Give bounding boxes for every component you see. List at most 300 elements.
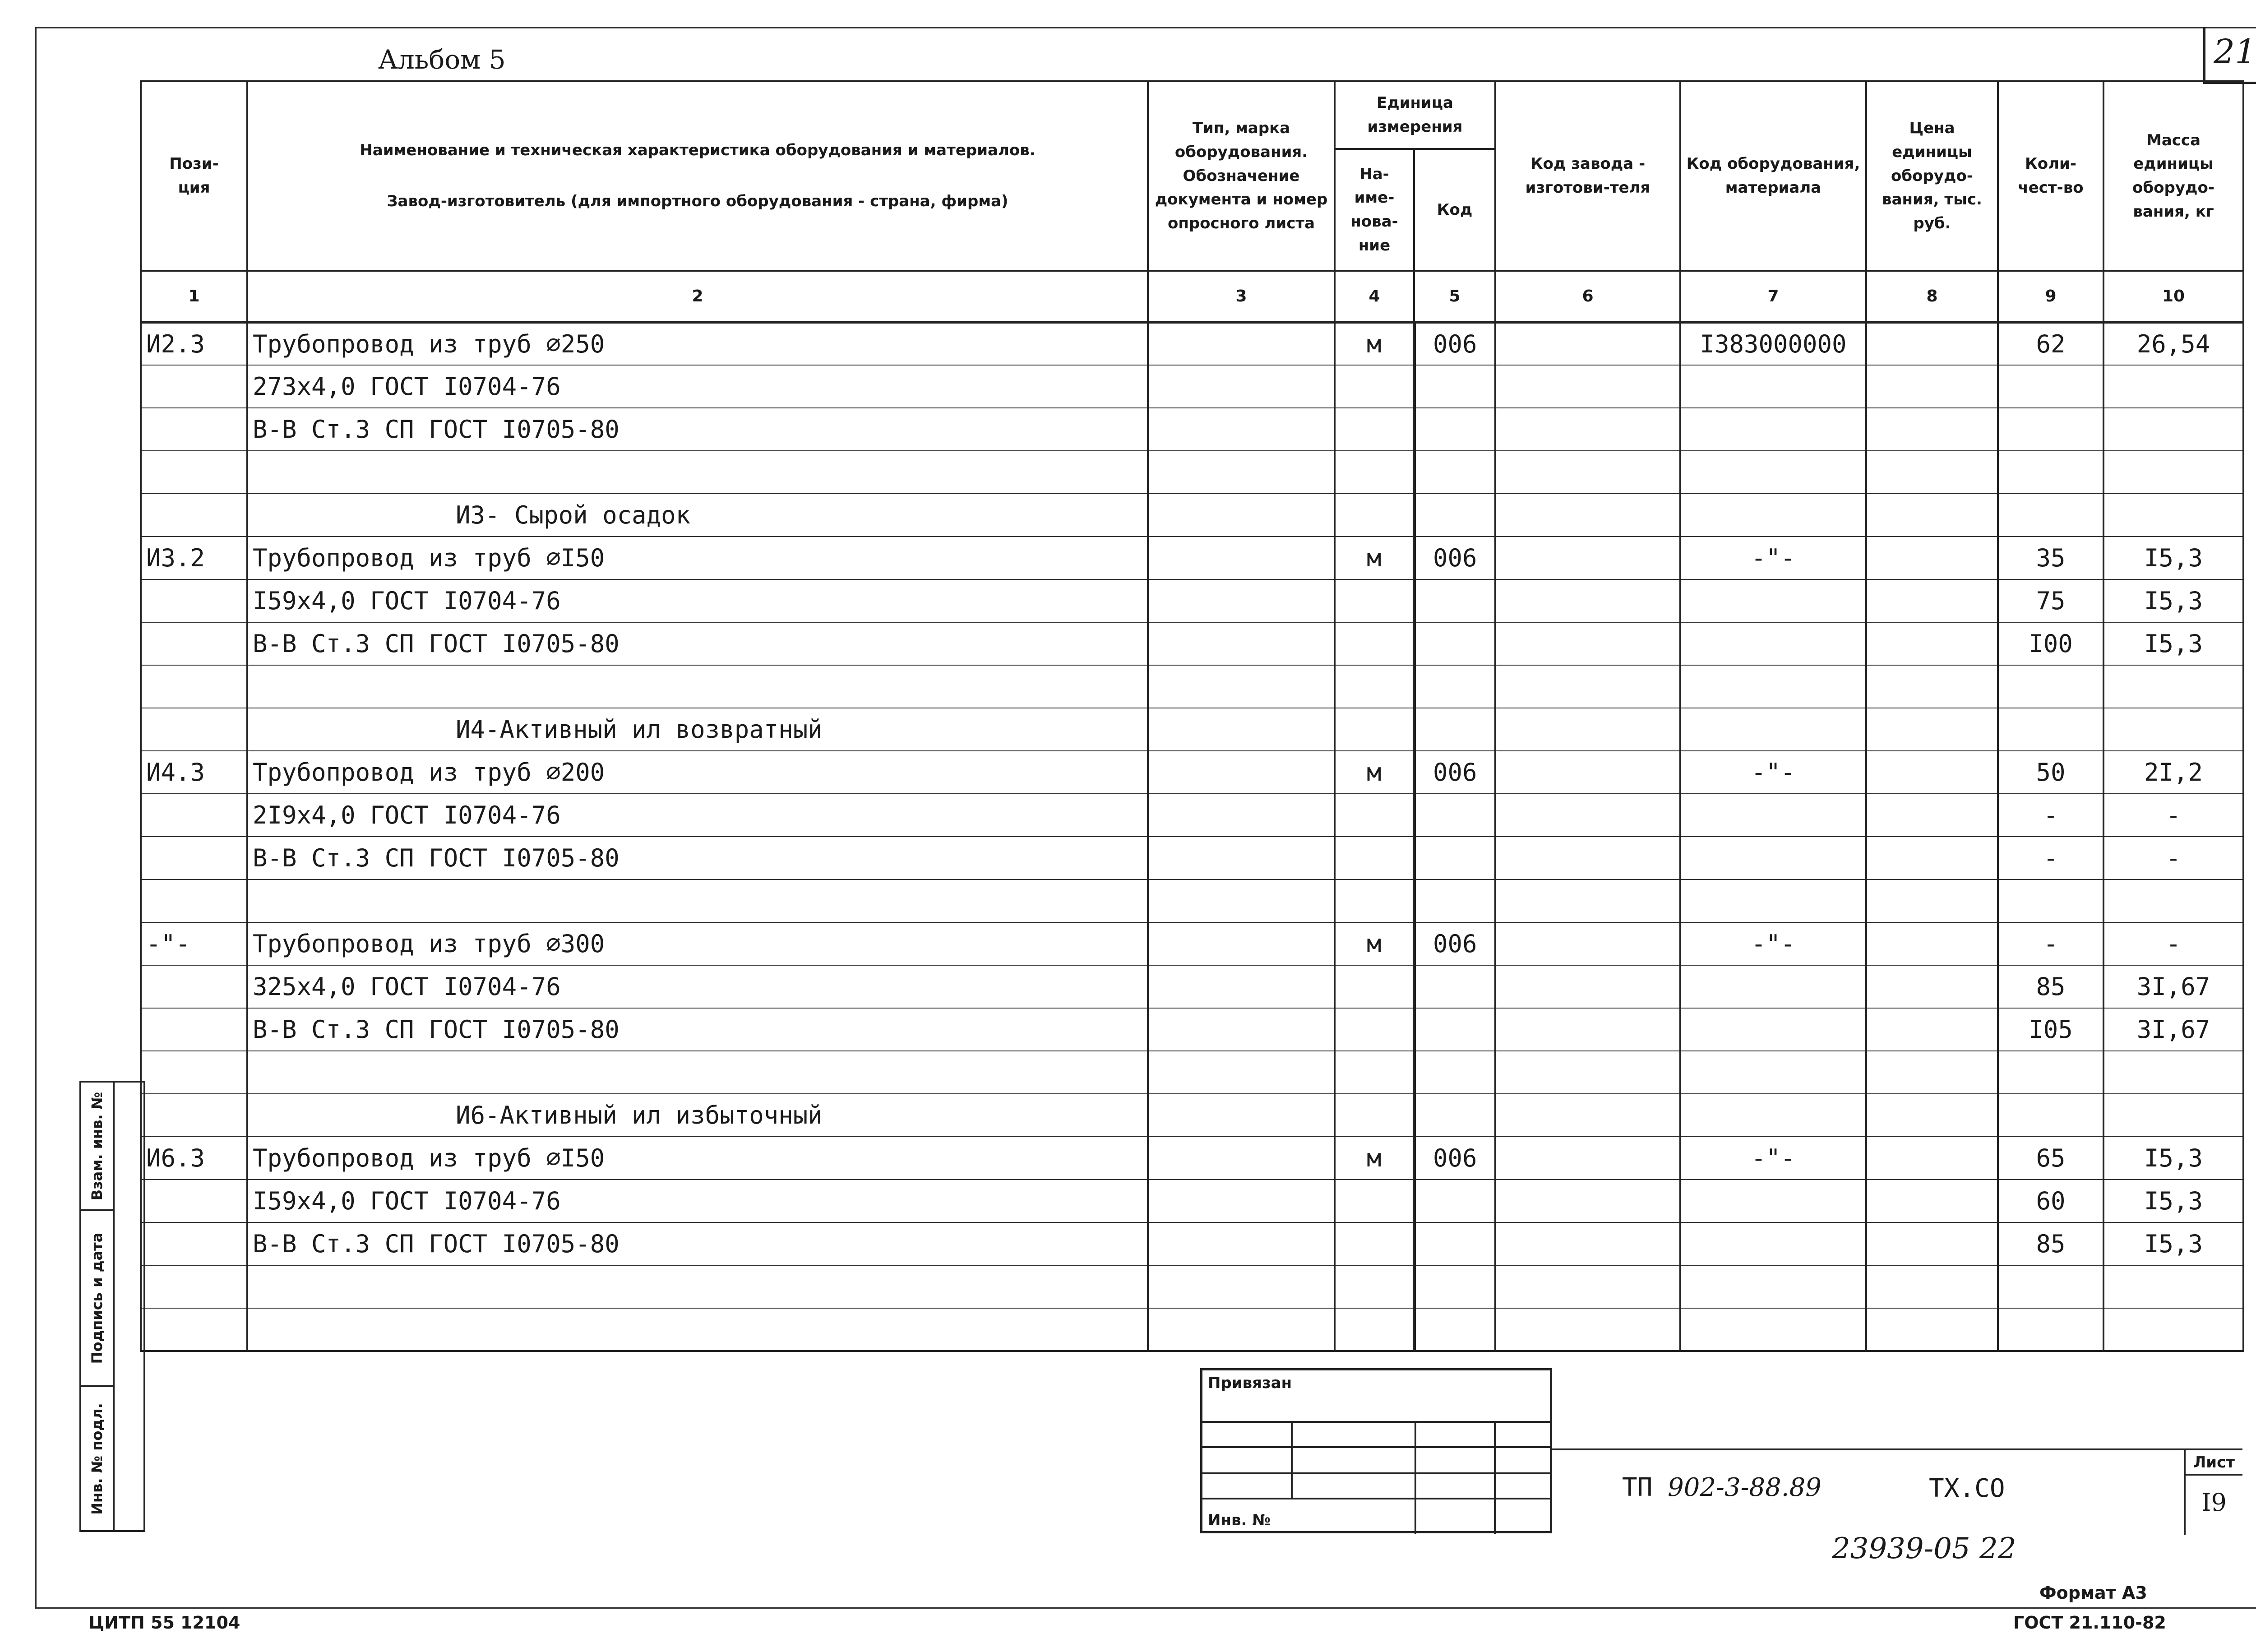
col-num-6: 6 — [1495, 271, 1680, 322]
sheet-label: Лист — [2186, 1450, 2242, 1476]
cell-price — [1866, 665, 1998, 708]
table-row — [141, 451, 2243, 494]
cell-equipment-code-text: -"- — [1751, 1144, 1795, 1172]
cell-quantity — [1998, 751, 2103, 794]
cell-mass-text: 26,54 — [2136, 330, 2210, 358]
cell-name — [247, 1265, 1148, 1308]
cell-unit-code — [1414, 837, 1495, 879]
cell-position — [141, 622, 247, 665]
cell-type — [1148, 494, 1335, 537]
table-row — [141, 537, 2243, 579]
cell-position — [141, 1137, 247, 1180]
cell-unit — [1335, 1051, 1414, 1094]
cell-mass-text: - — [2166, 801, 2181, 829]
cell-quantity-text: 65 — [2036, 1144, 2066, 1172]
sheet-corner-box — [2203, 27, 2256, 84]
cell-price — [1866, 622, 1998, 665]
cell-plant-code — [1495, 879, 1680, 922]
cell-plant-code — [1495, 1137, 1680, 1180]
cell-quantity — [1998, 837, 2103, 879]
cell-unit-code — [1414, 879, 1495, 922]
cell-plant-code — [1495, 579, 1680, 622]
cell-quantity — [1998, 879, 2103, 922]
cell-type — [1148, 751, 1335, 794]
cell-mass — [2103, 1008, 2243, 1051]
cell-type — [1148, 1137, 1335, 1180]
cell-price — [1866, 1180, 1998, 1222]
header-unit-code: Код — [1414, 149, 1495, 271]
header-quantity: Коли-чест-во — [1998, 81, 2103, 271]
cell-price — [1866, 1094, 1998, 1137]
table-row — [141, 579, 2243, 622]
cell-unit — [1335, 537, 1414, 579]
cell-name — [247, 794, 1148, 837]
cell-quantity-text: 50 — [2036, 758, 2066, 787]
cell-mass-text: 3I,67 — [2136, 972, 2210, 1001]
cell-mass — [2103, 1094, 2243, 1137]
cell-position — [141, 665, 247, 708]
title-block — [1552, 1448, 2242, 1533]
cell-type — [1148, 537, 1335, 579]
cell-equipment-code — [1680, 794, 1866, 837]
cell-unit-text: м — [1366, 330, 1382, 358]
table-row — [141, 665, 2243, 708]
cell-price — [1866, 879, 1998, 922]
cell-mass-text: I5,3 — [2144, 1187, 2203, 1215]
cell-plant-code — [1495, 1265, 1680, 1308]
cell-price — [1866, 494, 1998, 537]
cell-plant-code — [1495, 1094, 1680, 1137]
cell-mass-text: I5,3 — [2144, 1144, 2203, 1172]
cell-equipment-code — [1680, 837, 1866, 879]
cell-quantity-text: - — [2043, 801, 2058, 829]
cell-price — [1866, 1222, 1998, 1265]
cell-type — [1148, 1222, 1335, 1265]
cell-quantity-text: I00 — [2029, 629, 2073, 658]
cell-type — [1148, 622, 1335, 665]
cell-name — [247, 1051, 1148, 1094]
cell-unit-code — [1414, 965, 1495, 1008]
cell-position — [141, 794, 247, 837]
album-label: Альбом 5 — [378, 44, 506, 75]
cell-unit — [1335, 1308, 1414, 1351]
cell-plant-code — [1495, 1308, 1680, 1351]
cell-position — [141, 494, 247, 537]
cell-unit — [1335, 751, 1414, 794]
header-unit-name: На-име-нова-ние — [1335, 149, 1414, 271]
cell-quantity — [1998, 922, 2103, 965]
cell-mass — [2103, 1051, 2243, 1094]
cell-name — [247, 365, 1148, 408]
cell-unit-code — [1414, 1265, 1495, 1308]
cell-equipment-code — [1680, 1137, 1866, 1180]
cell-position — [141, 1008, 247, 1051]
cell-quantity — [1998, 322, 2103, 365]
tp-number: 902-3-88.89 — [1668, 1473, 1821, 1502]
cell-position — [141, 408, 247, 451]
cell-quantity-text: - — [2043, 844, 2058, 872]
strip-inv-podl-label: Инв. № подл. — [88, 1402, 106, 1515]
cell-name — [247, 622, 1148, 665]
col-num-3: 3 — [1148, 271, 1335, 322]
cell-unit-code — [1414, 922, 1495, 965]
cell-type — [1148, 1094, 1335, 1137]
cell-price — [1866, 1308, 1998, 1351]
cell-mass — [2103, 537, 2243, 579]
cell-mass-text: - — [2166, 844, 2181, 872]
col-num-1: 1 — [141, 271, 247, 322]
cell-quantity — [1998, 537, 2103, 579]
cell-name-text: В-В Ст.3 СП ГОСТ I0705-80 — [253, 844, 619, 872]
cell-unit — [1335, 1180, 1414, 1222]
strip-podpis-label: Подпись и дата — [88, 1232, 106, 1364]
cell-position — [141, 1051, 247, 1094]
cell-equipment-code-text: I383000000 — [1700, 330, 1847, 358]
table-row — [141, 794, 2243, 837]
table-row — [141, 1094, 2243, 1137]
cell-name — [247, 965, 1148, 1008]
cell-equipment-code — [1680, 451, 1866, 494]
cell-equipment-code — [1680, 537, 1866, 579]
cell-position — [141, 879, 247, 922]
cell-unit-code — [1414, 1222, 1495, 1265]
gost-label: ГОСТ 21.110-82 — [2013, 1613, 2166, 1633]
cell-quantity-text: I05 — [2029, 1015, 2073, 1044]
cell-price — [1866, 1265, 1998, 1308]
citp-label: ЦИТП 55 12104 — [88, 1613, 240, 1633]
cell-unit-code — [1414, 451, 1495, 494]
table-row — [141, 922, 2243, 965]
cell-price — [1866, 537, 1998, 579]
cell-plant-code — [1495, 408, 1680, 451]
cell-type — [1148, 665, 1335, 708]
cell-mass — [2103, 408, 2243, 451]
cell-equipment-code-text: -"- — [1751, 758, 1795, 787]
cell-quantity — [1998, 794, 2103, 837]
inv-no-label: Инв. № — [1208, 1511, 1271, 1529]
cell-type — [1148, 922, 1335, 965]
cell-position — [141, 1180, 247, 1222]
cell-plant-code — [1495, 537, 1680, 579]
header-name — [247, 81, 1148, 271]
cell-unit-code-text: 006 — [1433, 330, 1477, 358]
cell-unit — [1335, 1094, 1414, 1137]
cell-plant-code — [1495, 665, 1680, 708]
cell-equipment-code — [1680, 1051, 1866, 1094]
tp-prefix: ТП — [1622, 1473, 1653, 1502]
cell-price — [1866, 922, 1998, 965]
cell-type — [1148, 322, 1335, 365]
cell-quantity — [1998, 665, 2103, 708]
cell-plant-code — [1495, 1008, 1680, 1051]
cell-equipment-code — [1680, 1222, 1866, 1265]
header-name-line2: Завод-изготовитель (для импортного оборудования - страна, фирма) — [387, 192, 1008, 210]
strip-inv-podl — [81, 1387, 113, 1530]
cell-name-text: И3- Сырой осадок — [456, 501, 691, 529]
cell-quantity — [1998, 494, 2103, 537]
cell-price — [1866, 965, 1998, 1008]
cell-name-text: I59х4,0 ГОСТ I0704-76 — [253, 1187, 561, 1215]
col-num-9: 9 — [1998, 271, 2103, 322]
cell-plant-code — [1495, 708, 1680, 751]
cell-quantity — [1998, 1308, 2103, 1351]
cell-plant-code — [1495, 751, 1680, 794]
cell-unit-text: м — [1366, 544, 1382, 572]
header-name-line1: Наименование и техническая характеристика оборудования и материалов. — [360, 141, 1036, 160]
cell-name-text: Трубопровод из труб ⌀I50 — [253, 1144, 605, 1172]
cell-mass-text: 3I,67 — [2136, 1015, 2210, 1044]
strip-podpis — [81, 1211, 113, 1387]
table-row — [141, 1308, 2243, 1351]
cell-name — [247, 1180, 1148, 1222]
header-mass: Масса единицы оборудо-вания, кг — [2103, 81, 2243, 271]
doc-code: ТХ.СО — [1929, 1474, 2005, 1503]
cell-quantity-text: 85 — [2036, 972, 2066, 1001]
cell-equipment-code — [1680, 322, 1866, 365]
cell-unit-code — [1414, 708, 1495, 751]
cell-price — [1866, 451, 1998, 494]
cell-name — [247, 922, 1148, 965]
cell-unit — [1335, 965, 1414, 1008]
cell-mass-text: I5,3 — [2144, 629, 2203, 658]
cell-unit-code — [1414, 1008, 1495, 1051]
cell-quantity — [1998, 1180, 2103, 1222]
table-row — [141, 879, 2243, 922]
header-plant-code: Код завода - изготови-теля — [1495, 81, 1680, 271]
cell-position-text: -"- — [146, 930, 190, 958]
cell-mass — [2103, 1222, 2243, 1265]
cell-name — [247, 1308, 1148, 1351]
table-row — [141, 494, 2243, 537]
cell-price — [1866, 708, 1998, 751]
cell-name-text: В-В Ст.3 СП ГОСТ I0705-80 — [253, 1230, 619, 1258]
header-unit: Единица измерения — [1335, 81, 1495, 149]
cell-unit — [1335, 665, 1414, 708]
cell-unit-code — [1414, 622, 1495, 665]
cell-equipment-code — [1680, 365, 1866, 408]
cell-plant-code — [1495, 794, 1680, 837]
cell-name — [247, 708, 1148, 751]
cell-plant-code — [1495, 965, 1680, 1008]
cell-position — [141, 322, 247, 365]
cell-mass — [2103, 579, 2243, 622]
table-row — [141, 1222, 2243, 1265]
cell-equipment-code — [1680, 665, 1866, 708]
cell-mass-text: - — [2166, 930, 2181, 958]
cell-unit-code — [1414, 537, 1495, 579]
cell-type — [1148, 579, 1335, 622]
cell-unit-text: м — [1366, 1144, 1382, 1172]
cell-name — [247, 1008, 1148, 1051]
cell-unit-code-text: 006 — [1433, 544, 1477, 572]
cell-mass — [2103, 751, 2243, 794]
cell-quantity — [1998, 965, 2103, 1008]
cell-mass-text: I5,3 — [2144, 1230, 2203, 1258]
table-row — [141, 1180, 2243, 1222]
cell-equipment-code — [1680, 879, 1866, 922]
cell-name-text: I59х4,0 ГОСТ I0704-76 — [253, 587, 561, 615]
table-row — [141, 1051, 2243, 1094]
cell-plant-code — [1495, 922, 1680, 965]
cell-mass — [2103, 1137, 2243, 1180]
table-row — [141, 708, 2243, 751]
cell-mass — [2103, 322, 2243, 365]
cell-unit-code — [1414, 1308, 1495, 1351]
cell-plant-code — [1495, 1222, 1680, 1265]
cell-type — [1148, 451, 1335, 494]
cell-position — [141, 451, 247, 494]
cell-unit-code — [1414, 665, 1495, 708]
cell-mass — [2103, 965, 2243, 1008]
cell-type — [1148, 837, 1335, 879]
cell-mass-text: I5,3 — [2144, 587, 2203, 615]
cell-plant-code — [1495, 494, 1680, 537]
cell-plant-code — [1495, 365, 1680, 408]
cell-name-text: 273х4,0 ГОСТ I0704-76 — [253, 372, 561, 401]
cell-type — [1148, 879, 1335, 922]
cell-name-text: Трубопровод из труб ⌀300 — [253, 930, 605, 958]
cell-quantity-text: 35 — [2036, 544, 2066, 572]
cell-quantity-text: 75 — [2036, 587, 2066, 615]
cell-position — [141, 579, 247, 622]
cell-unit — [1335, 1222, 1414, 1265]
table-row — [141, 622, 2243, 665]
cell-unit — [1335, 579, 1414, 622]
header-position: Пози- ция — [141, 81, 247, 271]
cell-type — [1148, 365, 1335, 408]
privyazan-stamp — [1200, 1368, 1552, 1533]
cell-plant-code — [1495, 1051, 1680, 1094]
cell-equipment-code — [1680, 622, 1866, 665]
cell-mass — [2103, 794, 2243, 837]
cell-name-text: 2I9х4,0 ГОСТ I0704-76 — [253, 801, 561, 829]
cell-equipment-code — [1680, 494, 1866, 537]
cell-mass — [2103, 837, 2243, 879]
cell-name — [247, 665, 1148, 708]
cell-equipment-code — [1680, 1308, 1866, 1351]
cell-name — [247, 879, 1148, 922]
cell-position — [141, 751, 247, 794]
cell-name-text: В-В Ст.3 СП ГОСТ I0705-80 — [253, 629, 619, 658]
cell-unit — [1335, 708, 1414, 751]
side-strip — [79, 1081, 145, 1532]
cell-unit — [1335, 837, 1414, 879]
strip-vzam — [81, 1083, 113, 1211]
cell-equipment-code-text: -"- — [1751, 930, 1795, 958]
cell-price — [1866, 1051, 1998, 1094]
cell-equipment-code — [1680, 965, 1866, 1008]
cell-unit — [1335, 451, 1414, 494]
table-row — [141, 965, 2243, 1008]
cell-unit — [1335, 408, 1414, 451]
cell-mass — [2103, 451, 2243, 494]
cell-mass — [2103, 879, 2243, 922]
cell-mass — [2103, 922, 2243, 965]
cell-quantity — [1998, 1265, 2103, 1308]
cell-mass — [2103, 622, 2243, 665]
cell-quantity-text: 60 — [2036, 1187, 2066, 1215]
cell-mass — [2103, 708, 2243, 751]
cell-type — [1148, 1265, 1335, 1308]
cell-position — [141, 837, 247, 879]
cell-name-text: В-В Ст.3 СП ГОСТ I0705-80 — [253, 1015, 619, 1044]
cell-quantity — [1998, 708, 2103, 751]
cell-unit — [1335, 794, 1414, 837]
cell-unit — [1335, 1008, 1414, 1051]
cell-mass-text: I5,3 — [2144, 544, 2203, 572]
cell-equipment-code — [1680, 579, 1866, 622]
cell-position — [141, 365, 247, 408]
cell-quantity — [1998, 1051, 2103, 1094]
cell-unit-code-text: 006 — [1433, 758, 1477, 787]
cell-name — [247, 751, 1148, 794]
cell-unit-text: м — [1366, 930, 1382, 958]
cell-equipment-code — [1680, 1265, 1866, 1308]
cell-name — [247, 1094, 1148, 1137]
table-row — [141, 322, 2243, 365]
cell-unit-code — [1414, 365, 1495, 408]
header-equipment-code: Код оборудования, материала — [1680, 81, 1866, 271]
cell-price — [1866, 751, 1998, 794]
table-row — [141, 408, 2243, 451]
table-row — [141, 1265, 2243, 1308]
cell-name-text: В-В Ст.3 СП ГОСТ I0705-80 — [253, 415, 619, 444]
cell-mass — [2103, 665, 2243, 708]
specification-table — [140, 80, 2244, 1352]
cell-quantity — [1998, 451, 2103, 494]
cell-unit — [1335, 922, 1414, 965]
cell-equipment-code — [1680, 1094, 1866, 1137]
col-num-10: 10 — [2103, 271, 2243, 322]
cell-equipment-code — [1680, 1180, 1866, 1222]
cell-type — [1148, 1308, 1335, 1351]
cell-unit — [1335, 1137, 1414, 1180]
cell-unit — [1335, 879, 1414, 922]
col-num-7: 7 — [1680, 271, 1866, 322]
cell-unit-code-text: 006 — [1433, 930, 1477, 958]
cell-unit-code — [1414, 322, 1495, 365]
cell-position-text: И3.2 — [146, 544, 205, 572]
table-row — [141, 1008, 2243, 1051]
cell-quantity-text: - — [2043, 930, 2058, 958]
cell-name-text: Трубопровод из труб ⌀I50 — [253, 544, 605, 572]
cell-plant-code — [1495, 451, 1680, 494]
cell-position — [141, 1094, 247, 1137]
cell-unit-code — [1414, 751, 1495, 794]
cell-equipment-code — [1680, 708, 1866, 751]
cell-equipment-code — [1680, 408, 1866, 451]
cell-name-text: И4-Активный ил возвратный — [456, 715, 823, 744]
cell-position — [141, 537, 247, 579]
cell-unit-code — [1414, 1094, 1495, 1137]
cell-name — [247, 837, 1148, 879]
cell-unit — [1335, 322, 1414, 365]
cell-mass — [2103, 1265, 2243, 1308]
cell-price — [1866, 1008, 1998, 1051]
cell-position-text: И6.3 — [146, 1144, 205, 1172]
cell-unit — [1335, 494, 1414, 537]
cell-name — [247, 451, 1148, 494]
cell-unit-code-text: 006 — [1433, 1144, 1477, 1172]
cell-position-text: И2.3 — [146, 330, 205, 358]
cell-name — [247, 537, 1148, 579]
cell-mass — [2103, 494, 2243, 537]
cell-name — [247, 579, 1148, 622]
cell-quantity-text: 62 — [2036, 330, 2066, 358]
cell-unit-code — [1414, 1180, 1495, 1222]
table-row — [141, 837, 2243, 879]
cell-mass-text: 2I,2 — [2144, 758, 2203, 787]
